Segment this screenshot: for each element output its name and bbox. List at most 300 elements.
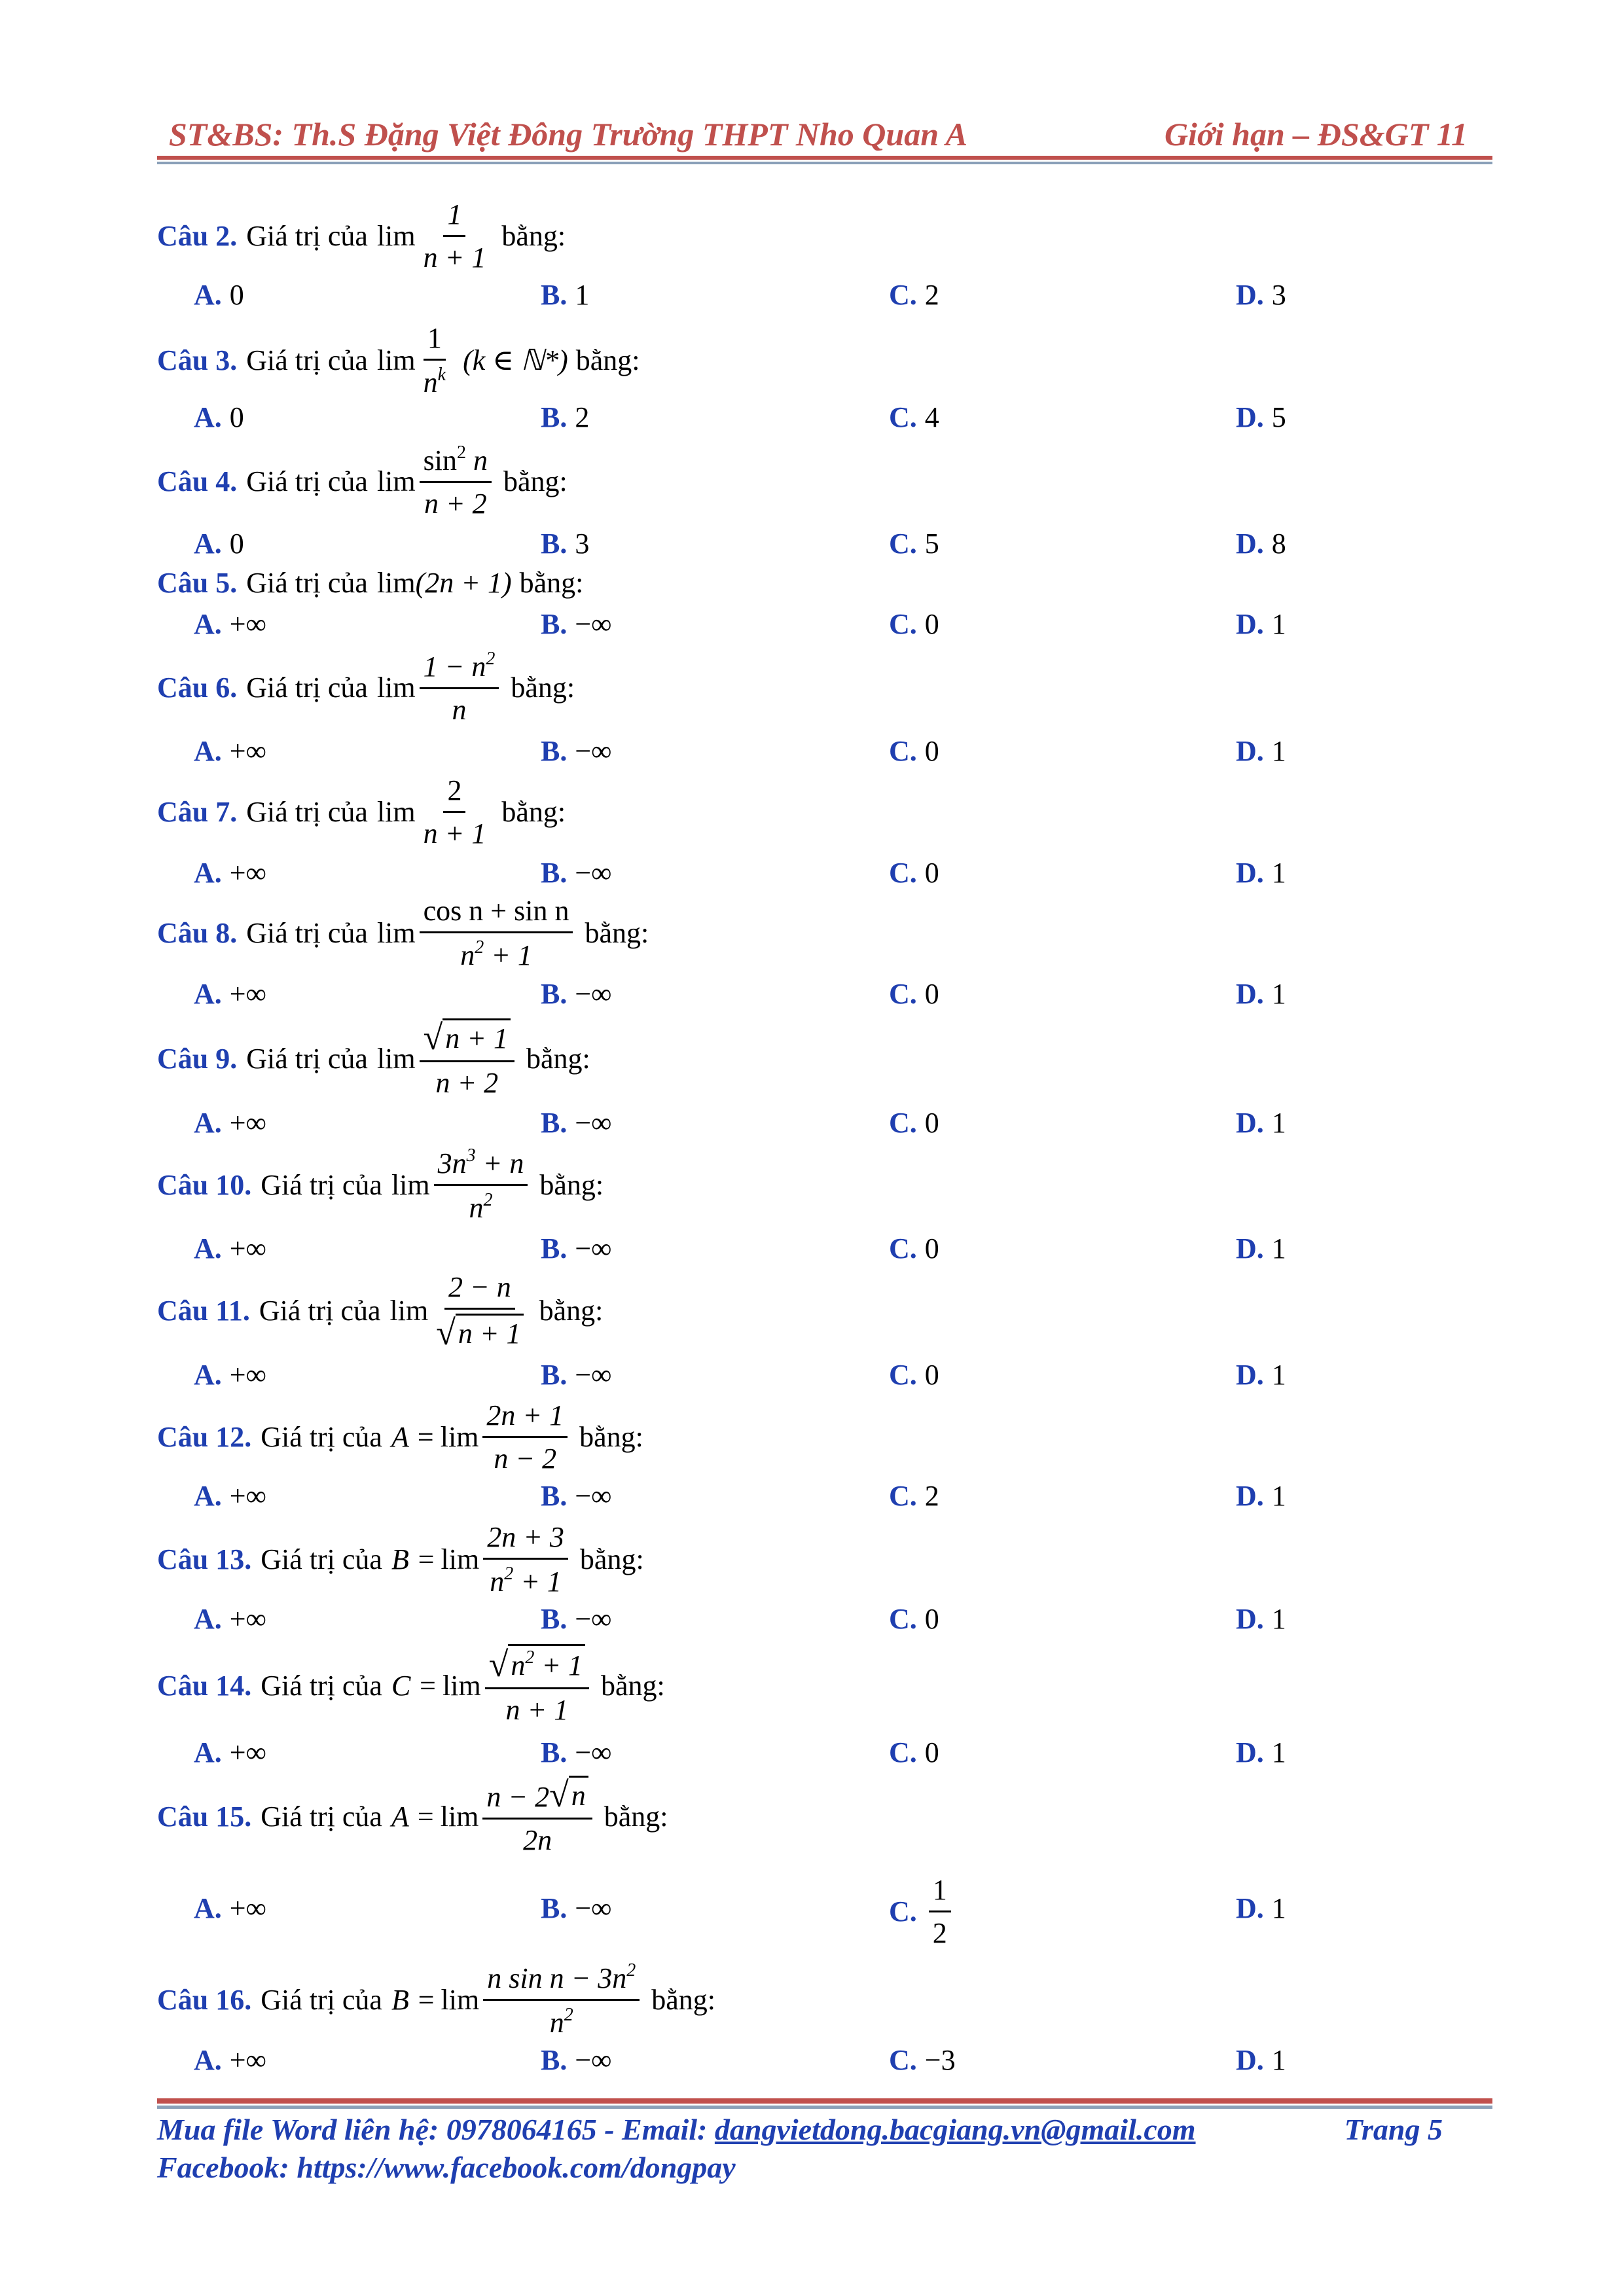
header-divider-secondary	[157, 162, 1492, 164]
answer-value: −∞	[575, 1892, 612, 1924]
answer-value: +∞	[229, 1359, 266, 1391]
answer-b[interactable]	[541, 527, 589, 560]
answer-a[interactable]	[194, 856, 266, 889]
question-expression	[377, 566, 512, 600]
question-tail: bằng:	[519, 566, 584, 599]
answer-b[interactable]	[541, 1106, 612, 1139]
exponent: 2	[525, 1647, 535, 1668]
answer-d[interactable]	[1236, 1232, 1286, 1265]
answer-d[interactable]	[1236, 1106, 1286, 1139]
answer-value: −∞	[575, 1736, 612, 1768]
answer-letter: C.	[889, 1736, 917, 1768]
facebook-link[interactable]: Facebook: https://www.facebook.com/dongpay	[157, 2151, 736, 2184]
question-prompt: Giá trị của	[246, 566, 368, 599]
answer-value: 1	[1271, 2044, 1286, 2076]
assignment: B =	[391, 1543, 436, 1575]
answer-letter: A.	[194, 2044, 222, 2076]
answer-value: −∞	[575, 1107, 612, 1139]
answer-d[interactable]	[1236, 734, 1286, 768]
question-prompt: Giá trị của	[246, 671, 368, 704]
question-expression	[377, 894, 577, 972]
answer-letter: B.	[541, 735, 568, 767]
question-expression	[377, 442, 496, 520]
answer-a[interactable]	[194, 401, 244, 434]
answer-value: +∞	[229, 978, 266, 1010]
fraction	[420, 1018, 514, 1100]
answer-letter: D.	[1236, 608, 1264, 640]
answer-value: 1	[1271, 1892, 1286, 1924]
assignment: A =	[391, 1420, 435, 1453]
exponent: 2	[564, 2004, 573, 2025]
answer-c[interactable]	[889, 1602, 939, 1636]
answer-d[interactable]	[1236, 278, 1286, 312]
answer-value: 0	[924, 1359, 939, 1391]
radicand: n + 1	[442, 1018, 511, 1055]
denominator	[420, 361, 450, 399]
answer-d[interactable]	[1236, 607, 1286, 641]
denominator-base: n	[460, 939, 475, 971]
question-expression	[391, 1520, 572, 1598]
page-footer	[157, 2111, 1492, 2187]
question-expression	[377, 321, 568, 399]
exponent: 3	[466, 1145, 476, 1166]
question-expression	[391, 1776, 596, 1857]
answer-value: +∞	[229, 608, 266, 640]
answer-value: 5	[924, 528, 939, 560]
answer-value: −∞	[575, 608, 612, 640]
question-prompt: Giá trị của	[261, 1800, 382, 1833]
answer-letter: D.	[1236, 1480, 1264, 1512]
numerator	[420, 1018, 514, 1062]
numerator-term: n sin n − 3n	[487, 1962, 627, 1994]
lim-operator: lim	[376, 1043, 416, 1075]
question-prompt: Giá trị của	[246, 219, 368, 252]
answer-value: 3	[575, 528, 590, 560]
answer-letter: C.	[889, 401, 917, 433]
answer-value: 0	[924, 1232, 939, 1265]
lim-operator: lim	[440, 1800, 479, 1833]
answer-letter: C.	[889, 279, 917, 311]
question-expression	[391, 1145, 532, 1225]
answer-d[interactable]	[1236, 527, 1286, 560]
question-prompt: Giá trị của	[246, 795, 368, 828]
answer-letter: A.	[194, 1359, 222, 1391]
answer-b[interactable]	[541, 1892, 612, 1925]
question	[157, 1397, 643, 1476]
numerator	[485, 1644, 589, 1689]
question-prompt: Giá trị của	[261, 1420, 382, 1453]
question	[157, 648, 575, 726]
answer-value: −∞	[575, 1603, 612, 1635]
answer-a[interactable]	[194, 1479, 266, 1513]
question-tail: bằng:	[601, 1669, 665, 1702]
question	[157, 196, 566, 275]
answer-value: 8	[1271, 528, 1286, 560]
answer-b[interactable]	[541, 977, 612, 1011]
fraction	[432, 1270, 527, 1352]
answer-d[interactable]	[1236, 1479, 1286, 1513]
question-label: Câu 9.	[157, 1043, 238, 1075]
question	[157, 1270, 603, 1352]
question	[157, 772, 566, 851]
question-tail: bằng:	[604, 1800, 668, 1833]
answer-c[interactable]	[889, 1479, 939, 1513]
denominator-base: n	[423, 366, 438, 399]
question-prompt: Giá trị của	[259, 1295, 381, 1327]
page-number: Trang 5	[1344, 2113, 1443, 2146]
answer-a[interactable]	[194, 734, 266, 768]
answer-a[interactable]	[194, 1358, 266, 1391]
question-expression	[377, 1018, 518, 1100]
answer-b[interactable]	[541, 1479, 612, 1513]
fraction	[420, 321, 450, 399]
answer-letter: A.	[194, 401, 222, 433]
lim-operator: lim	[376, 795, 416, 828]
answer-a[interactable]	[194, 1602, 266, 1636]
question-label: Câu 8.	[157, 916, 238, 949]
answer-a[interactable]	[194, 278, 244, 312]
answer-c[interactable]	[889, 1736, 939, 1769]
answer-c[interactable]	[889, 278, 939, 312]
answer-letter: D.	[1236, 1603, 1264, 1635]
answer-b[interactable]	[541, 607, 612, 641]
answer-letter: D.	[1236, 2044, 1264, 2076]
denominator-tail: + 1	[484, 939, 532, 971]
numerator: 2n + 3	[483, 1520, 568, 1560]
question-tail: bằng:	[579, 1543, 644, 1575]
lim-operator: lim	[391, 1168, 430, 1201]
radicand: n + 1	[456, 1314, 524, 1350]
answer-b[interactable]	[541, 1602, 612, 1636]
denominator: n	[452, 693, 467, 726]
numerator: 1	[443, 198, 465, 237]
answer-letter: C.	[889, 608, 917, 640]
answer-c[interactable]	[889, 1872, 955, 1950]
answer-d[interactable]	[1236, 977, 1286, 1011]
answer-d[interactable]	[1236, 1602, 1286, 1636]
exponent: 2	[457, 442, 466, 463]
lim-operator: lim	[376, 566, 416, 599]
answer-value: +∞	[229, 1107, 266, 1139]
answer-value: 0	[924, 735, 939, 767]
footer-divider	[157, 2098, 1492, 2104]
answer-letter: B.	[541, 1232, 568, 1265]
answer-letter: D.	[1236, 735, 1264, 767]
answer-letter: B.	[541, 1359, 568, 1391]
header-author: ST&BS: Th.S Đặng Việt Đông Trường THPT Nho Quan A	[169, 116, 967, 152]
answer-letter: D.	[1236, 978, 1264, 1010]
answer-c[interactable]	[889, 607, 939, 641]
answer-letter: B.	[541, 1603, 568, 1635]
question-tail: bằng:	[526, 1043, 590, 1075]
numerator-term: n − 2	[486, 1781, 550, 1813]
denominator: 2	[932, 1916, 947, 1949]
answer-b[interactable]	[541, 1232, 612, 1265]
numerator: 2	[443, 774, 465, 813]
exponent: 2	[504, 1563, 514, 1584]
answer-b[interactable]	[541, 1358, 612, 1391]
answer-value: 0	[924, 1107, 939, 1139]
question-tail: bằng:	[501, 795, 566, 828]
answer-letter: A.	[194, 1603, 222, 1635]
answer-d[interactable]	[1236, 856, 1286, 889]
answer-value: +∞	[229, 1603, 266, 1635]
answer-a[interactable]	[194, 527, 244, 560]
answer-value: 1	[1271, 1107, 1286, 1139]
answer-d[interactable]	[1236, 401, 1286, 434]
answer-value: 0	[924, 1603, 939, 1635]
denominator: n + 1	[423, 817, 486, 850]
answer-c[interactable]	[889, 2043, 956, 2077]
answer-a[interactable]	[194, 1736, 266, 1769]
square-root: √ n	[549, 1776, 588, 1812]
question	[157, 893, 649, 972]
question-tail: bằng:	[539, 1295, 604, 1327]
header-divider	[157, 156, 1492, 160]
denominator: n + 2	[435, 1066, 499, 1099]
denominator: n + 1	[505, 1694, 569, 1726]
question-expression	[391, 1960, 643, 2039]
radicand-tail: + 1	[534, 1649, 583, 1681]
answer-value: 1	[575, 279, 590, 311]
answer-letter: B.	[541, 857, 568, 889]
answer-letter: B.	[541, 528, 568, 560]
answer-a[interactable]	[194, 1106, 266, 1139]
question-label: Câu 4.	[157, 465, 238, 497]
question-tail: bằng:	[539, 1168, 604, 1201]
denominator	[486, 1560, 566, 1598]
answer-letter: A.	[194, 735, 222, 767]
question-prompt: Giá trị của	[261, 1168, 382, 1201]
answer-letter: D.	[1236, 528, 1264, 560]
email-link[interactable]: dangvietdong.bacgiang.vn@gmail.com	[714, 2113, 1196, 2146]
exponent: 2	[486, 648, 496, 669]
numerator: 2 − n	[444, 1270, 515, 1310]
fraction	[482, 1399, 568, 1475]
answer-letter: C.	[889, 528, 917, 560]
question-prompt: Giá trị của	[261, 1543, 382, 1575]
radicand	[508, 1644, 585, 1682]
answer-c[interactable]	[889, 1232, 939, 1265]
answer-value: 1	[1271, 735, 1286, 767]
answer-letter: A.	[194, 528, 222, 560]
answer-b[interactable]	[541, 2043, 612, 2077]
answer-value: 4	[924, 401, 939, 433]
question-expression	[391, 1644, 593, 1727]
answer-value: +∞	[229, 857, 266, 889]
lim-operator: lim	[376, 219, 416, 252]
answer-value: −∞	[575, 1480, 612, 1512]
question-label: Câu 12.	[157, 1420, 252, 1453]
question-expression	[390, 1270, 532, 1352]
answer-letter: B.	[541, 1107, 568, 1139]
question-prompt: Giá trị của	[246, 344, 368, 376]
answer-value: 0	[924, 608, 939, 640]
question-tail: bằng:	[575, 344, 640, 376]
radicand: n	[569, 1776, 588, 1812]
question-tail: bằng:	[501, 219, 566, 252]
question	[157, 1774, 668, 1859]
answer-letter: D.	[1236, 1232, 1264, 1265]
lim-operator: lim	[442, 1669, 481, 1702]
question	[157, 1520, 644, 1598]
answer-letter: C.	[889, 978, 917, 1010]
exponent: 2	[483, 1189, 493, 1210]
question-expression	[377, 198, 494, 274]
numerator	[483, 1960, 640, 2001]
fraction	[434, 1145, 528, 1225]
answer-value: 2	[924, 279, 939, 311]
condition: (k ∈ ℕ*)	[463, 344, 568, 376]
answer-value: 0	[924, 1736, 939, 1768]
answer-letter: B.	[541, 279, 568, 311]
fraction	[420, 198, 490, 274]
fraction	[485, 1644, 589, 1727]
answer-value: 1	[1271, 1359, 1286, 1391]
answer-value: 1	[1271, 1232, 1286, 1265]
answer-value: +∞	[229, 1480, 266, 1512]
fraction	[482, 1776, 592, 1857]
numerator	[434, 1145, 528, 1186]
numerator-base: 1 − n	[423, 650, 486, 683]
answer-a[interactable]	[194, 1232, 266, 1265]
answer-value: +∞	[229, 735, 266, 767]
answer-value: 2	[924, 1480, 939, 1512]
fraction	[483, 1960, 640, 2039]
question-prompt: Giá trị của	[261, 1983, 382, 2016]
answer-letter: A.	[194, 608, 222, 640]
footer-contact	[157, 2111, 1492, 2149]
numerator: 2n + 1	[482, 1399, 568, 1438]
answer-c[interactable]	[889, 856, 939, 889]
exponent: k	[437, 364, 446, 385]
question-tail: bằng:	[511, 671, 575, 704]
answer-letter: A.	[194, 1232, 222, 1265]
answer-d[interactable]	[1236, 1892, 1286, 1925]
denominator-base: n	[490, 1565, 505, 1598]
header-topic: Giới hạn – ĐS&GT 11	[1164, 116, 1468, 152]
variable: n	[473, 444, 488, 476]
answer-value: +∞	[229, 1736, 266, 1768]
answer-c[interactable]	[889, 977, 939, 1011]
answer-value: −∞	[575, 2044, 612, 2076]
answer-b[interactable]	[541, 401, 589, 434]
answer-value: 5	[1271, 401, 1286, 433]
denominator: n + 2	[424, 487, 487, 520]
answer-letter: A.	[194, 857, 222, 889]
fraction	[420, 649, 499, 726]
assignment: C =	[391, 1669, 437, 1702]
answer-b[interactable]	[541, 856, 612, 889]
answer-d[interactable]	[1236, 1736, 1286, 1769]
answer-letter: B.	[541, 1480, 568, 1512]
answer-d[interactable]	[1236, 1358, 1286, 1391]
answer-c[interactable]	[889, 527, 939, 560]
question-label: Câu 15.	[157, 1800, 252, 1833]
answer-d[interactable]	[1236, 2043, 1286, 2077]
fraction	[420, 894, 573, 972]
answer-value: −∞	[575, 1232, 612, 1265]
denominator-tail: + 1	[513, 1565, 562, 1598]
denominator: n + 1	[423, 241, 486, 274]
answer-a[interactable]	[194, 2043, 266, 2077]
exponent: 2	[475, 937, 484, 958]
answer-letter: A.	[194, 1480, 222, 1512]
answer-letter: D.	[1236, 279, 1264, 311]
question-prompt: Giá trị của	[246, 916, 368, 949]
numerator	[420, 442, 492, 483]
answer-letter: A.	[194, 1892, 222, 1924]
answer-b[interactable]	[541, 1736, 612, 1769]
radicand-base: n	[511, 1649, 526, 1681]
numerator-term: 3n	[437, 1147, 467, 1179]
answer-c[interactable]	[889, 1106, 939, 1139]
answer-value: −∞	[575, 1359, 612, 1391]
answer-value: +∞	[229, 2044, 266, 2076]
answer-c[interactable]	[889, 734, 939, 768]
square-root: √ n + 1	[424, 1018, 511, 1055]
question-tail: bằng:	[503, 465, 568, 497]
denominator	[546, 2001, 577, 2039]
expression: (2n + 1)	[415, 566, 512, 599]
answer-value: 1	[1271, 1736, 1286, 1768]
answer-letter: D.	[1236, 1892, 1264, 1924]
fraction	[483, 1520, 568, 1598]
question-expression	[377, 649, 503, 726]
numerator	[482, 1776, 592, 1820]
footer-contact-text: Mua file Word liên hệ: 0978064165 - Email:	[157, 2113, 715, 2146]
answer-b[interactable]	[541, 734, 612, 768]
answer-value: 1	[1271, 978, 1286, 1010]
answer-c[interactable]	[889, 1358, 939, 1391]
question-prompt: Giá trị của	[246, 465, 368, 497]
lim-operator: lim	[389, 1295, 429, 1327]
answer-letter: D.	[1236, 401, 1264, 433]
answer-letter: B.	[541, 401, 568, 433]
answer-a[interactable]	[194, 977, 266, 1011]
answer-value: −∞	[575, 735, 612, 767]
answer-b[interactable]	[541, 278, 589, 312]
answer-letter: C.	[889, 1603, 917, 1635]
answer-letter: A.	[194, 279, 222, 311]
answer-value: 1	[1271, 1603, 1286, 1635]
answer-letter: D.	[1236, 1107, 1264, 1139]
answer-a[interactable]	[194, 1892, 266, 1925]
lim-operator: lim	[441, 1983, 480, 2016]
question-label: Câu 13.	[157, 1543, 252, 1575]
denominator	[432, 1310, 527, 1352]
answer-c[interactable]	[889, 401, 939, 434]
question-label: Câu 11.	[157, 1295, 250, 1327]
question-label: Câu 2.	[157, 219, 238, 252]
question	[157, 321, 640, 399]
question-tail: bằng:	[579, 1420, 643, 1453]
question-tail: bằng:	[585, 916, 649, 949]
question-label: Câu 3.	[157, 344, 238, 376]
numerator: 1	[929, 1873, 951, 1912]
question	[157, 1643, 665, 1728]
answer-value: 1	[1271, 857, 1286, 889]
answer-a[interactable]	[194, 607, 266, 641]
denominator: n − 2	[494, 1442, 557, 1475]
lim-operator: lim	[441, 1543, 480, 1575]
answer-value: 2	[575, 401, 590, 433]
lim-operator: lim	[376, 344, 416, 376]
lim-operator: lim	[376, 916, 416, 949]
lim-operator: lim	[376, 671, 416, 704]
question	[157, 1018, 590, 1100]
question-label: Câu 14.	[157, 1669, 252, 1702]
